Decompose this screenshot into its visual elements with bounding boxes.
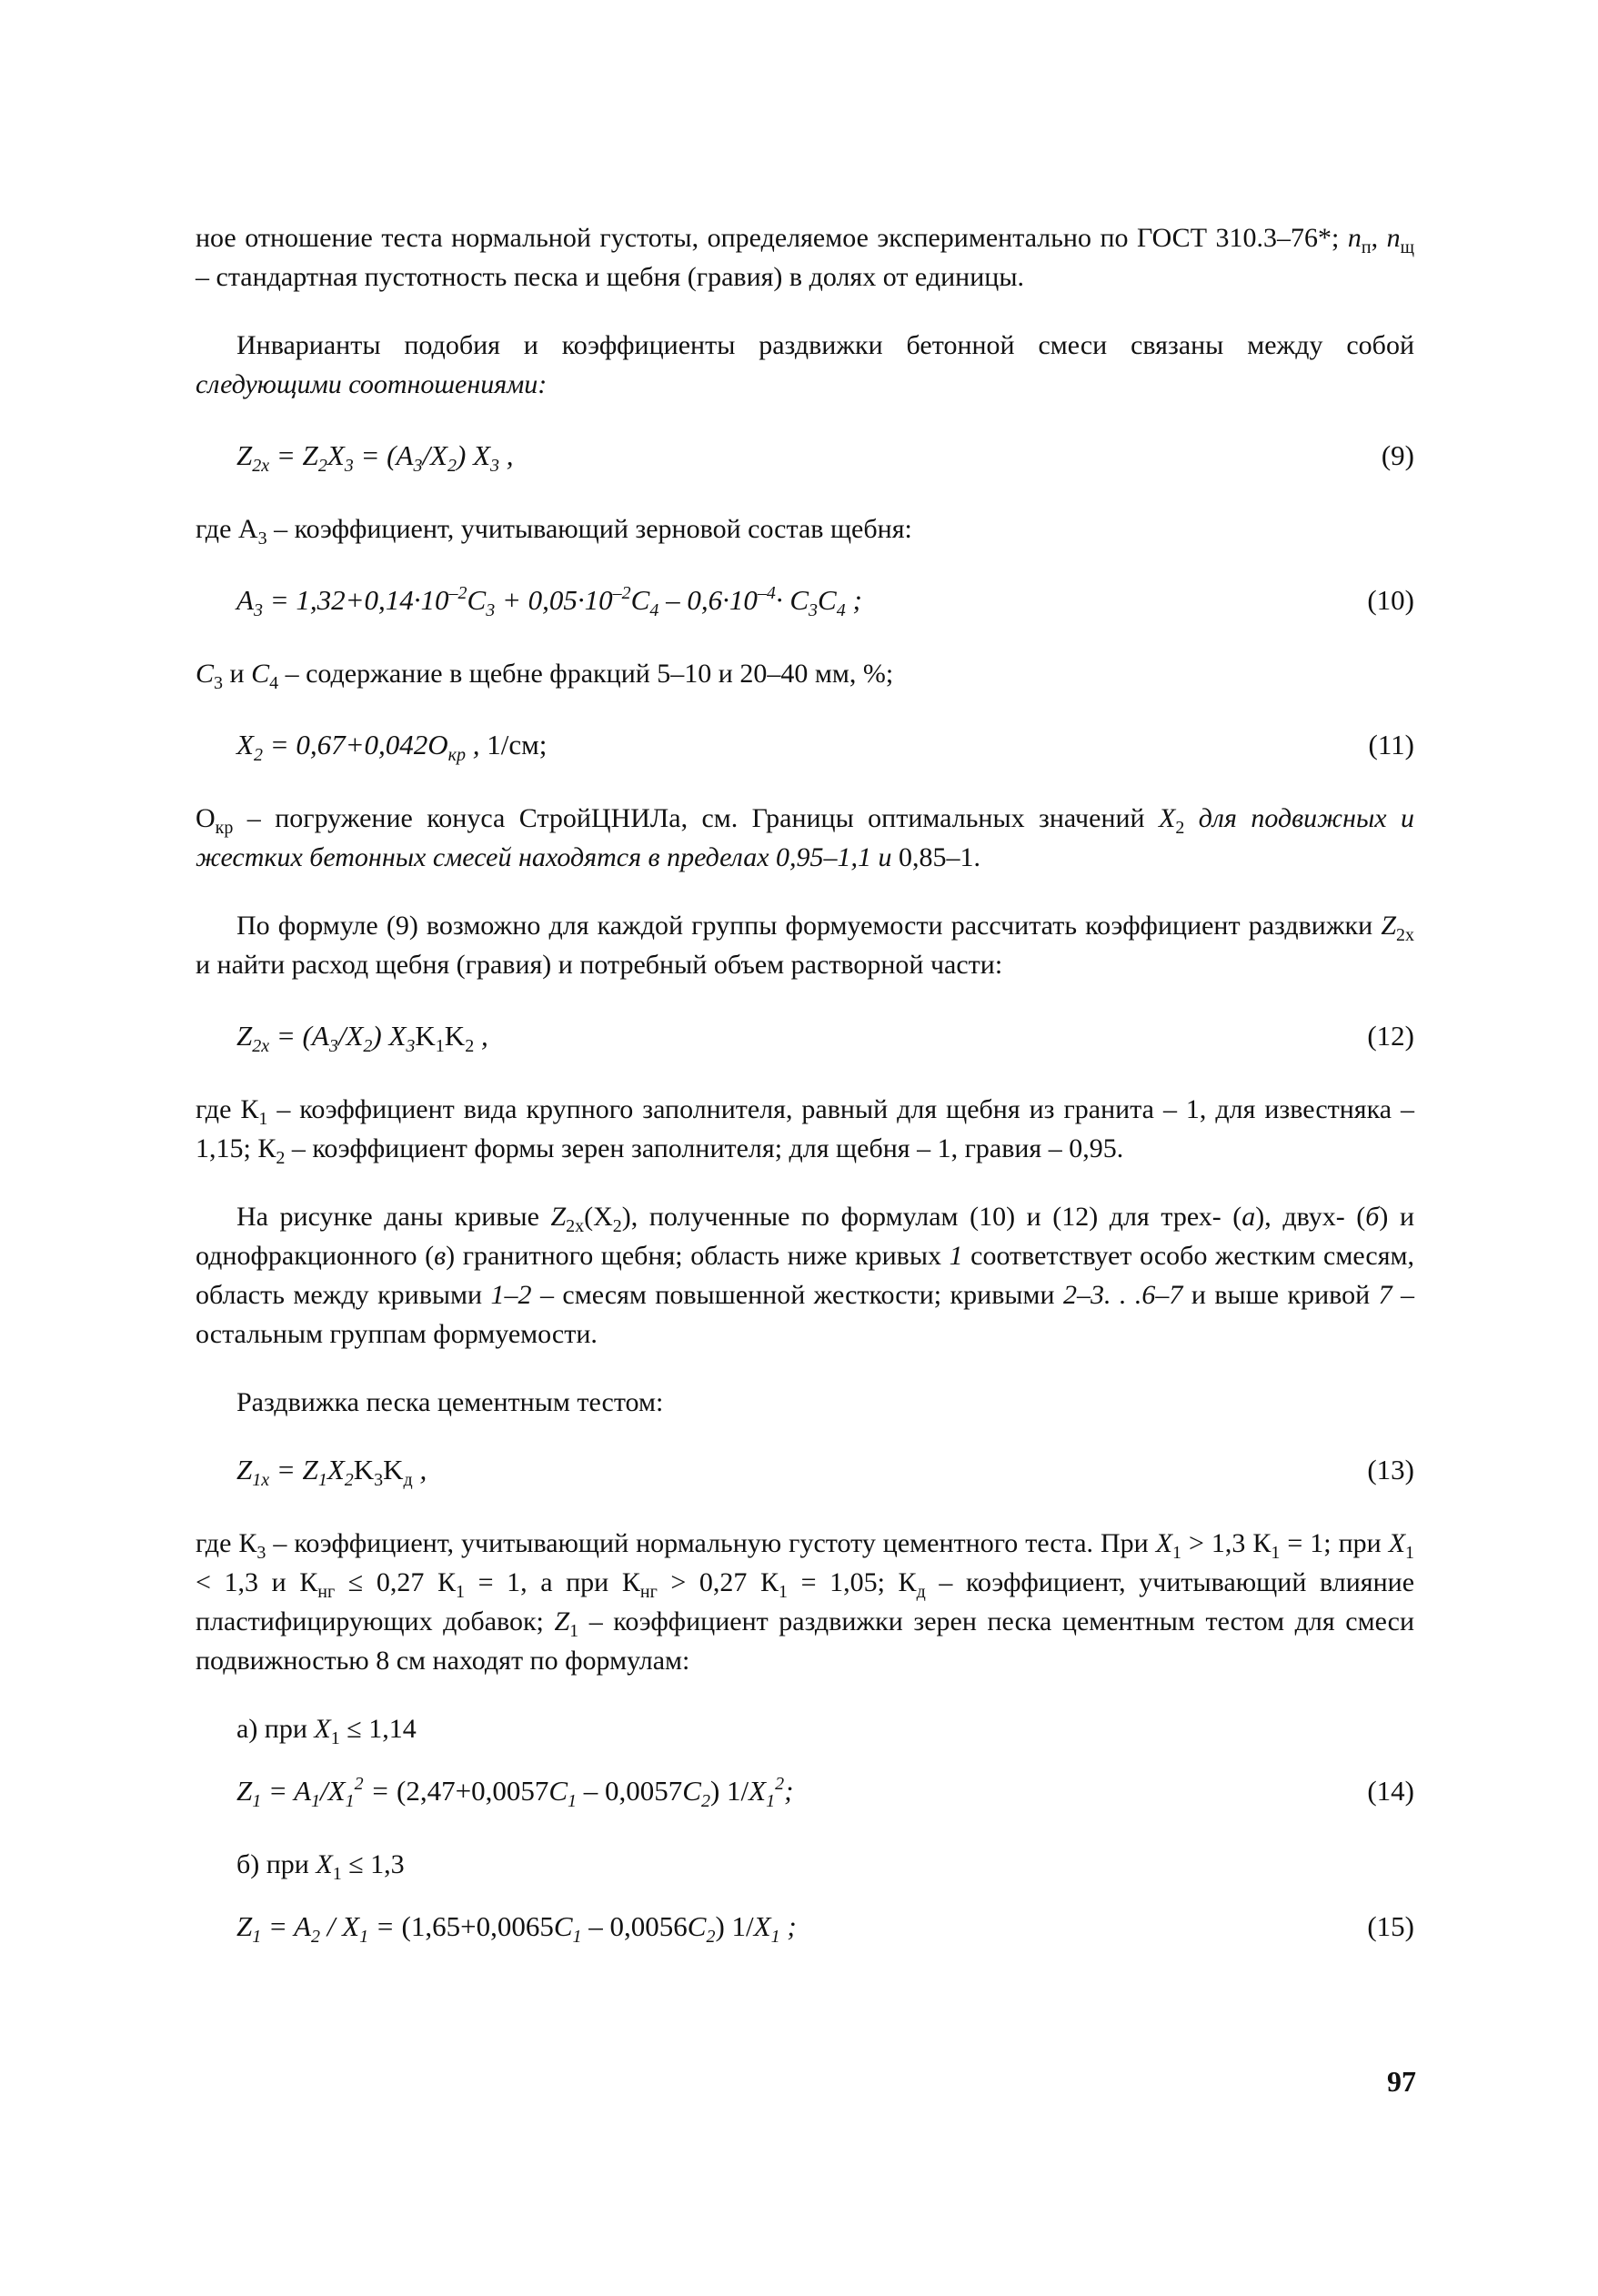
equation-12-formula: $Z_{2x} = (A_3/X_2)$ $X_3K_1K_2$ , — [236, 1020, 488, 1056]
equation-14-number: (14) — [1367, 1775, 1414, 1807]
equation-11 — [196, 722, 1414, 768]
equation-14-formula: $Z_1 = A_1/X_1^2 = (2,47+0,0057C_1 - 0,0057C_2)$ $1/X_1^2$; — [236, 1774, 794, 1811]
equation-12 — [196, 1013, 1414, 1059]
equation-11-number: (11) — [1368, 729, 1414, 760]
paragraph-c3-c4-definition: $C_3$ и $C_4$ – содержание в щебне фракций 5–10 и 20–40 мм, %; — [196, 659, 894, 693]
equation-14 — [196, 1768, 1414, 1814]
page-number: 97 — [1387, 2065, 1416, 2098]
condition-a: а) при $X_1 \le 1,14$ — [236, 1714, 417, 1748]
equation-10-number: (10) — [1367, 584, 1414, 616]
equation-9 — [196, 433, 1414, 478]
paragraph-invariants: Инварианты подобия и коэффициенты раздвижки бетонной смеси связаны между собой следующими соотношениями: — [196, 330, 1414, 399]
condition-b: б) при $X_1 \le 1,3$ — [236, 1849, 405, 1884]
equation-12-number: (12) — [1367, 1020, 1414, 1052]
paragraph-formula-9-usage: По формуле (9) возможно для каждой группы формуемости рассчитать коэффициент раздвижки $Z_{2x}$ и найти расход щебня (гравия) и потребный объем растворной части: — [196, 911, 1414, 980]
equation-10-formula: $А_3 = 1,32+0,14\cdot 10^{-2}C_3 + 0,05\cdot 10^{-2}C_4 - 0,6\cdot 10^{-4}\cdot C_3C_4$ ; — [236, 583, 862, 620]
equation-9-number: (9) — [1381, 439, 1414, 471]
paragraph-k3-definition: где $К_3$ – коэффициент, учитывающий нормальную густоту цементного теста. При $X_1 > 1,3$ $К_1 = 1$; при $X_1 < 1,3$ и $К_{нг} \le 0,27$ $К_1 = 1$, а при $К_{нг} > 0,27$ $К_1 = 1,05$; $К_д$ – коэффициент, учитывающий влияние пластифицирующих добавок; $Z_1$ – коэффициент раздвижки зерен песка цементным тестом для смеси подвижностью 8 см находят по формулам: — [196, 1528, 1415, 1676]
paragraph-sand-spacing: Раздвижка песка цементным тестом: — [236, 1387, 664, 1417]
equation-13-formula: $Z_{1x} = Z_1X_2K_3K_д$ , — [236, 1454, 427, 1490]
equation-9-formula: $Z_{2x} = Z_2X_3 = (A_3/X_2)$ $X_3$ , — [236, 439, 514, 476]
equation-15-formula: $Z_1 = A_2 / X_1 = (1,65+0,0065C_1 - 0,0056C_2)$ $1/X_1$ ; — [236, 1910, 797, 1947]
paragraph-a3-definition: где $А_3$ – коэффициент, учитывающий зерновой состав щебня: — [196, 514, 912, 549]
equation-11-formula: $X_2 = 0,67+0,042O_{кр}$ , 1/см; — [236, 729, 548, 765]
equation-10 — [196, 578, 1414, 623]
equation-13-number: (13) — [1367, 1454, 1414, 1485]
paragraph-intro: ное отношение теста нормальной густоты, определяемое экспериментально по ГОСТ 310.3–76*; $n_п$, $n_щ$ – стандартная пустотность песка и щебня (гравия) в долях от единицы. — [196, 223, 1414, 292]
paragraph-okr-definition: $О_{кр}$ – погружение конуса СтройЦНИЛа, см. Границы оптимальных значений $X_2$ для подвижных и жестких бетонных смесей находятся в пределах 0,95–1,1 и 0,85–1. — [196, 803, 1414, 872]
paragraph-figure-curves: На рисунке даны кривые $Z_{2x}(X_2)$, полученные по формулам (10) и (12) для трех- (а), двух- (б) и однофракционного (в) гранитного щебня; область ниже кривых 1 соответствует особо жестким смесям, область между кривыми 1–2 – смесям повышенной жесткости; кривыми 2–3. . .6–7 и выше кривой 7 – остальным группам формуемости. — [196, 1202, 1415, 1349]
equation-15 — [196, 1904, 1414, 1949]
equation-15-number: (15) — [1367, 1910, 1414, 1942]
document-body — [196, 218, 1414, 1980]
equation-13 — [196, 1447, 1414, 1493]
paragraph-k1-k2-definition: где $К_1$ – коэффициент вида крупного заполнителя, равный для щебня из гранита – 1, для известняка – 1,15; $К_2$ – коэффициент формы зерен заполнителя; для щебня – 1, гравия – 0,95. — [196, 1094, 1414, 1168]
